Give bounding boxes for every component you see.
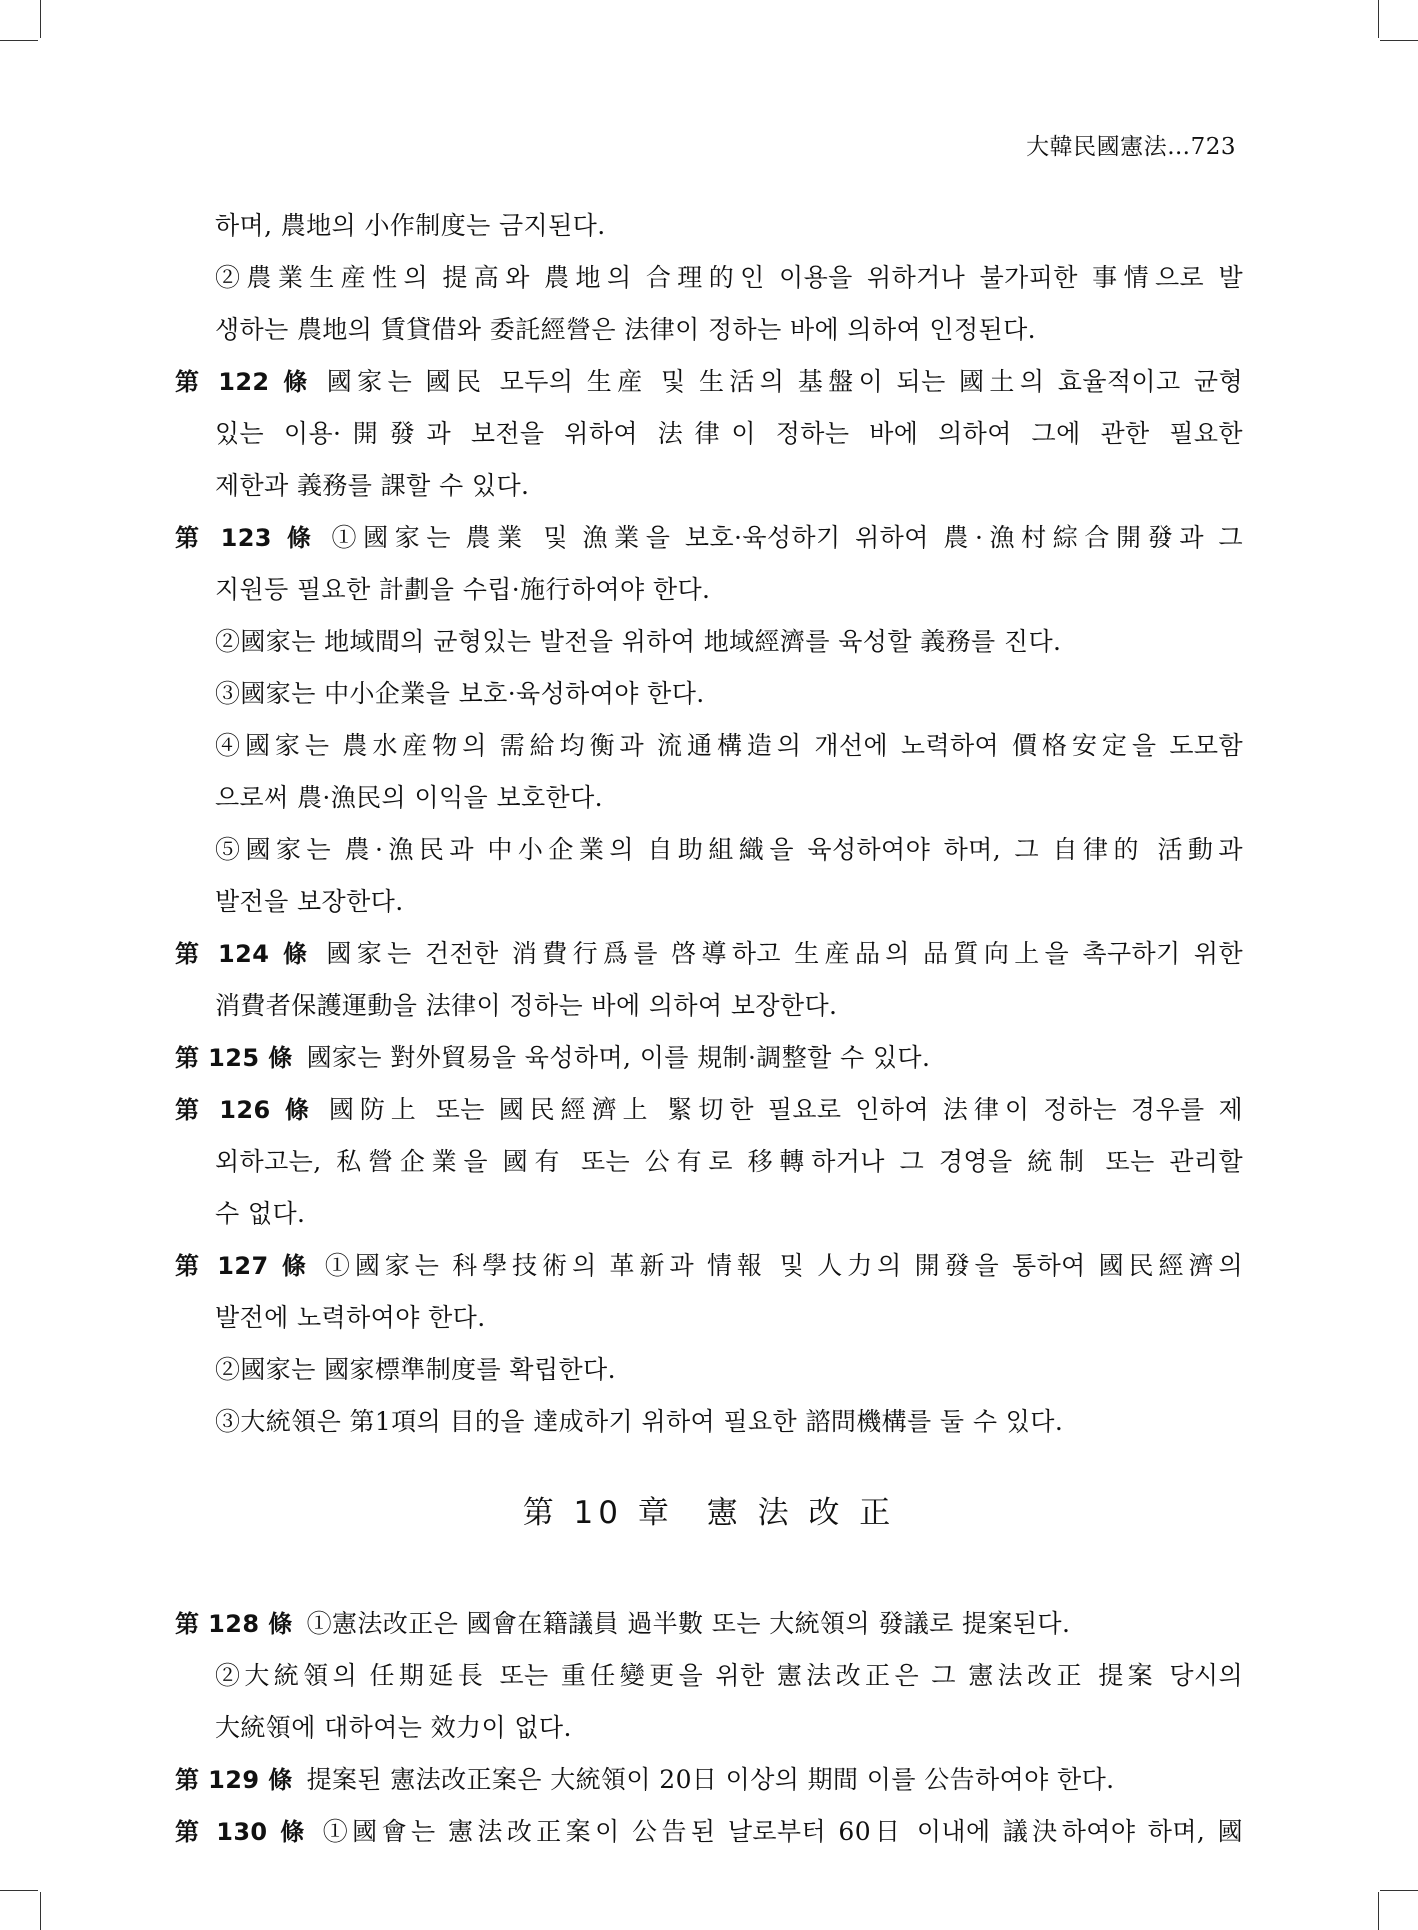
article-line: [175, 1032, 1243, 1084]
text-line: [215, 1344, 1243, 1396]
running-header: 大韓民國憲法…723: [1026, 134, 1236, 160]
line-text: 생하는 農地의 賃貸借와 委託經營은 法律이 정하는 바에 의하여 인정된다.: [215, 315, 1036, 344]
text-line: [215, 720, 1243, 772]
text-line: [215, 1650, 1243, 1702]
line-text: ④國家는 農水産物의 需給均衡과 流通構造의 개선에 노력하여 價格安定을 도모함: [215, 731, 1243, 760]
line-text: ①憲法改正은 國會在籍議員 過半數 또는 大統領의 發議로 提案된다.: [306, 1609, 1071, 1638]
line-text: 大統領에 대하여는 效力이 없다.: [215, 1713, 572, 1742]
line-text: 발전에 노력하여야 한다.: [215, 1303, 486, 1332]
line-text: ③大統領은 第1項의 目的을 達成하기 위하여 필요한 諮問機構를 둘 수 있다.: [215, 1407, 1064, 1436]
article-number: 第 127 條: [175, 1252, 311, 1280]
crop-mark: [40, 0, 41, 38]
crop-mark: [1380, 40, 1418, 41]
text-line: [215, 616, 1243, 668]
article-number: 第 128 條: [175, 1610, 293, 1638]
line-text: 하며, 農地의 小作制度는 금지된다.: [215, 211, 606, 240]
article-number: 第 123 條: [175, 524, 318, 552]
chapter-heading: [175, 1448, 1243, 1598]
text-line: [215, 772, 1243, 824]
article-line: [175, 1084, 1243, 1136]
line-text: ②農業生産性의 提高와 農地의 合理的인 이용을 위하거나 불가피한 事情으로 발: [215, 263, 1243, 292]
line-text: 제한과 義務를 課할 수 있다.: [215, 471, 530, 500]
crop-mark: [1378, 0, 1379, 38]
text-line: [215, 1188, 1243, 1240]
line-text: 國防上 또는 國民經濟上 緊切한 필요로 인하여 法律이 정하는 경우를 제: [328, 1095, 1244, 1124]
crop-mark: [1378, 1892, 1379, 1930]
line-text: 國家는 對外貿易을 육성하며, 이를 規制·調整할 수 있다.: [306, 1043, 931, 1072]
article-number: 第 125 條: [175, 1044, 293, 1072]
page-body: [175, 200, 1243, 1858]
line-text: 提案된 憲法改正案은 大統領이 20日 이상의 期間 이를 公告하여야 한다.: [306, 1765, 1115, 1794]
line-text: ①國家는 科學技術의 革新과 情報 및 人力의 開發을 통하여 國民經濟의: [324, 1251, 1243, 1280]
text-line: [215, 824, 1243, 876]
article-number: 第 129 條: [175, 1766, 293, 1794]
text-line: [215, 1136, 1243, 1188]
text-line: [215, 304, 1243, 356]
line-text: ②國家는 地域間의 균형있는 발전을 위하여 地域經濟를 육성할 義務를 진다.: [215, 627, 1062, 656]
text-line: [215, 1292, 1243, 1344]
line-text: 國家는 건전한 消費行爲를 啓導하고 生産品의 品質向上을 촉구하기 위한: [326, 939, 1244, 968]
line-text: ③國家는 中小企業을 보호·육성하여야 한다.: [215, 679, 705, 708]
chapter-title: 憲 法 改 正: [706, 1495, 896, 1531]
article-number: 第 124 條: [175, 940, 313, 968]
line-text: ②大統領의 任期延長 또는 重任變更을 위한 憲法改正은 그 憲法改正 提案 당시의: [215, 1661, 1243, 1690]
article-number: 第 122 條: [175, 368, 313, 396]
crop-mark: [0, 40, 38, 41]
articles-after-chapter: [175, 1598, 1243, 1858]
article-line: [175, 1806, 1243, 1858]
text-line: [215, 408, 1243, 460]
article-line: [175, 512, 1243, 564]
text-line: [215, 668, 1243, 720]
line-text: 으로써 農·漁民의 이익을 보호한다.: [215, 783, 603, 812]
text-line: [215, 1396, 1243, 1448]
text-line: [215, 876, 1243, 928]
text-line: [215, 564, 1243, 616]
line-text: 있는 이용·開發과 보전을 위하여 法律이 정하는 바에 의하여 그에 관한 필요한: [215, 419, 1243, 448]
line-text: 消費者保護運動을 法律이 정하는 바에 의하여 보장한다.: [215, 991, 838, 1020]
line-text: 발전을 보장한다.: [215, 887, 404, 916]
text-line: [215, 200, 1243, 252]
article-line: [175, 1754, 1243, 1806]
line-text: ②國家는 國家標準制度를 확립한다.: [215, 1355, 616, 1384]
crop-mark: [1380, 1890, 1418, 1891]
line-text: 지원등 필요한 計劃을 수립·施行하여야 한다.: [215, 575, 711, 604]
text-line: [215, 460, 1243, 512]
text-line: [215, 1702, 1243, 1754]
text-line: [215, 980, 1243, 1032]
chapter-number: 第 10 章: [522, 1495, 674, 1531]
article-line: [175, 928, 1243, 980]
line-text: ①國家는 農業 및 漁業을 보호·육성하기 위하여 農·漁村綜合開發과 그: [331, 523, 1243, 552]
line-text: 國家는 國民 모두의 生産 및 生活의 基盤이 되는 國土의 효율적이고 균형: [326, 367, 1244, 396]
article-line: [175, 1598, 1243, 1650]
crop-mark: [40, 1892, 41, 1930]
text-line: [215, 252, 1243, 304]
article-number: 第 126 條: [175, 1096, 315, 1124]
article-line: [175, 1240, 1243, 1292]
line-text: 외하고는, 私營企業을 國有 또는 公有로 移轉하거나 그 경영을 統制 또는 관리할: [215, 1147, 1243, 1176]
line-text: ①國會는 憲法改正案이 公告된 날로부터 60日 이내에 議決하여야 하며, 國: [322, 1817, 1243, 1846]
article-line: [175, 356, 1243, 408]
line-text: 수 없다.: [215, 1199, 306, 1228]
article-number: 第 130 條: [175, 1818, 309, 1846]
line-text: ⑤國家는 農·漁民과 中小企業의 自助組織을 육성하여야 하며, 그 自律的 活動과: [215, 835, 1243, 864]
crop-mark: [0, 1890, 38, 1891]
articles-before-chapter: [175, 200, 1243, 1448]
